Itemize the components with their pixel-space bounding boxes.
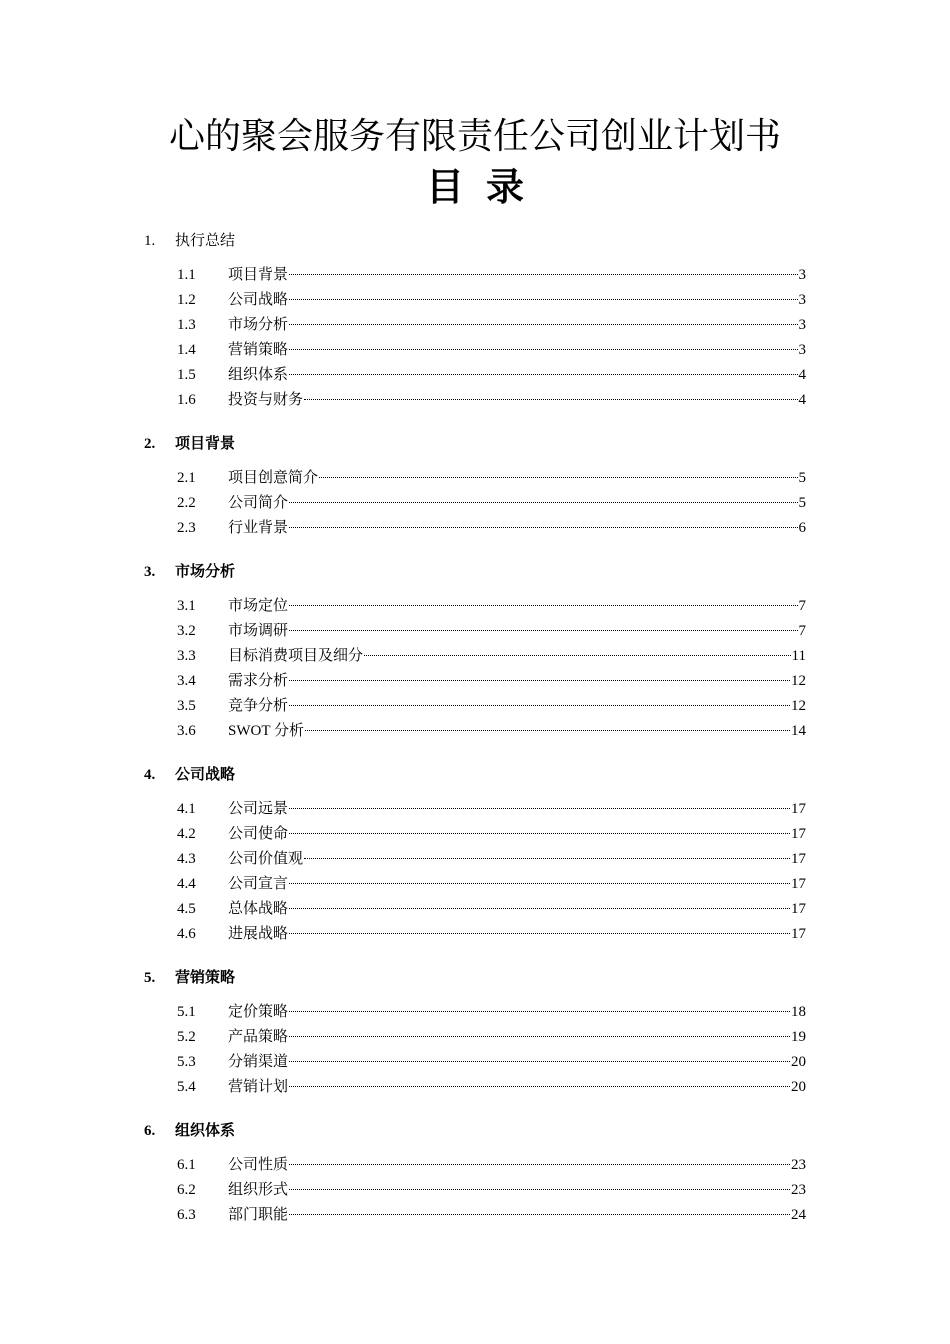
entry-number: 3.1 — [177, 598, 196, 614]
toc-entry[interactable] — [0, 516, 950, 541]
toc-section — [0, 966, 950, 1100]
toc-section-heading[interactable] — [0, 966, 950, 990]
section-number: 1. — [144, 233, 156, 249]
entry-number: 2.1 — [177, 470, 196, 486]
dot-leader — [304, 857, 790, 859]
entry-leader-line — [228, 1075, 806, 1100]
entry-number: 1.3 — [177, 317, 196, 333]
entry-leader-line — [228, 491, 806, 516]
table-of-contents — [0, 229, 950, 1228]
entry-page-number: 4 — [798, 367, 806, 383]
entry-leader-line — [228, 263, 806, 288]
dot-leader — [289, 298, 797, 300]
toc-section-heading[interactable] — [0, 1119, 950, 1143]
toc-entry[interactable] — [0, 1050, 950, 1075]
entry-title: 公司简介 — [228, 495, 289, 511]
toc-entry[interactable] — [0, 1075, 950, 1100]
entry-title: 公司远景 — [228, 801, 289, 817]
toc-section — [0, 432, 950, 541]
entry-leader-line — [228, 288, 806, 313]
entry-page-number: 23 — [791, 1157, 806, 1173]
dot-leader — [289, 348, 797, 350]
entry-number: 3.6 — [177, 723, 196, 739]
toc-entry[interactable] — [0, 1000, 950, 1025]
entry-number: 6.1 — [177, 1157, 196, 1173]
section-number: 3. — [144, 564, 156, 580]
entry-leader-line — [228, 669, 806, 694]
toc-entry[interactable] — [0, 719, 950, 744]
entry-page-number: 5 — [798, 470, 806, 486]
toc-entry[interactable] — [0, 313, 950, 338]
entry-leader-line — [228, 694, 806, 719]
entry-leader-line — [228, 338, 806, 363]
entry-page-number: 3 — [798, 342, 806, 358]
entry-leader-line — [228, 466, 806, 491]
entry-title: 产品策略 — [228, 1029, 289, 1045]
entry-number: 4.5 — [177, 901, 196, 917]
entry-page-number: 12 — [791, 698, 806, 714]
entry-title: 定价策略 — [228, 1004, 289, 1020]
toc-entry[interactable] — [0, 1178, 950, 1203]
section-title: 执行总结 — [175, 233, 236, 249]
section-number: 5. — [144, 970, 156, 986]
entry-title: 总体战略 — [228, 901, 289, 917]
section-number: 4. — [144, 767, 156, 783]
entry-number: 2.2 — [177, 495, 196, 511]
entry-leader-line — [228, 847, 806, 872]
entry-leader-line — [228, 1203, 806, 1228]
section-title: 营销策略 — [175, 970, 236, 986]
toc-section — [0, 1119, 950, 1228]
toc-entry[interactable] — [0, 922, 950, 947]
toc-section — [0, 229, 950, 413]
entry-page-number: 17 — [791, 876, 806, 892]
entry-page-number: 4 — [798, 392, 806, 408]
toc-section-heading[interactable] — [0, 432, 950, 456]
entry-title: 营销计划 — [228, 1079, 289, 1095]
dot-leader — [289, 1010, 790, 1012]
entry-page-number: 20 — [791, 1054, 806, 1070]
toc-entry[interactable] — [0, 263, 950, 288]
toc-section — [0, 763, 950, 947]
toc-entry[interactable] — [0, 594, 950, 619]
dot-leader — [364, 654, 791, 656]
entry-title: 项目创意简介 — [228, 470, 319, 486]
entry-number: 3.4 — [177, 673, 196, 689]
entry-title: 进展战略 — [228, 926, 289, 942]
entry-title: 市场分析 — [228, 317, 289, 333]
toc-entry[interactable] — [0, 822, 950, 847]
dot-leader — [289, 604, 797, 606]
entry-number: 4.4 — [177, 876, 196, 892]
entry-page-number: 17 — [791, 926, 806, 942]
dot-leader — [289, 1035, 790, 1037]
document-title: 心的聚会服务有限责任公司创业计划书 — [168, 116, 781, 156]
entry-leader-line — [228, 594, 806, 619]
entry-number: 4.2 — [177, 826, 196, 842]
entry-page-number: 7 — [798, 598, 806, 614]
entry-leader-line — [228, 516, 806, 541]
dot-leader — [289, 907, 790, 909]
entry-title: 公司宣言 — [228, 876, 289, 892]
entry-page-number: 12 — [791, 673, 806, 689]
section-number: 6. — [144, 1123, 156, 1139]
entry-leader-line — [228, 363, 806, 388]
entry-number: 3.3 — [177, 648, 196, 664]
entry-leader-line — [228, 1178, 806, 1203]
section-title: 项目背景 — [175, 436, 236, 452]
toc-heading: 目录 — [425, 167, 546, 209]
entry-page-number: 23 — [791, 1182, 806, 1198]
entry-leader-line — [228, 619, 806, 644]
entry-title: 公司性质 — [228, 1157, 289, 1173]
dot-leader — [289, 1213, 790, 1215]
entry-title: 部门职能 — [228, 1207, 289, 1223]
toc-entry[interactable] — [0, 872, 950, 897]
toc-entry[interactable] — [0, 288, 950, 313]
entry-page-number: 24 — [791, 1207, 806, 1223]
toc-entry[interactable] — [0, 388, 950, 413]
toc-entry[interactable] — [0, 491, 950, 516]
entry-title: 分销渠道 — [228, 1054, 289, 1070]
toc-entry[interactable] — [0, 897, 950, 922]
dot-leader — [289, 501, 797, 503]
toc-entry[interactable] — [0, 466, 950, 491]
entry-title: 目标消费项目及细分 — [228, 648, 364, 664]
dot-leader — [304, 398, 797, 400]
entry-page-number: 3 — [798, 267, 806, 283]
toc-section-heading[interactable] — [0, 229, 950, 253]
entry-page-number: 11 — [791, 648, 806, 664]
entry-page-number: 17 — [791, 901, 806, 917]
entry-number: 5.1 — [177, 1004, 196, 1020]
entry-number: 6.2 — [177, 1182, 196, 1198]
toc-entry[interactable] — [0, 1203, 950, 1228]
entry-page-number: 19 — [791, 1029, 806, 1045]
entry-leader-line — [228, 822, 806, 847]
toc-entry[interactable] — [0, 1025, 950, 1050]
toc-entry[interactable] — [0, 669, 950, 694]
toc-entry[interactable] — [0, 694, 950, 719]
entry-page-number: 6 — [798, 520, 806, 536]
entry-page-number: 7 — [798, 623, 806, 639]
section-title: 组织体系 — [175, 1123, 236, 1139]
entry-title: 组织体系 — [228, 367, 289, 383]
entry-leader-line — [228, 644, 806, 669]
entry-page-number: 17 — [791, 826, 806, 842]
entry-number: 4.3 — [177, 851, 196, 867]
entry-page-number: 3 — [798, 317, 806, 333]
entry-number: 3.5 — [177, 698, 196, 714]
entry-title: 投资与财务 — [228, 392, 304, 408]
entry-leader-line — [228, 872, 806, 897]
entry-title: 公司战略 — [228, 292, 289, 308]
entry-leader-line — [228, 388, 806, 413]
entry-title: 需求分析 — [228, 673, 289, 689]
entry-leader-line — [228, 1153, 806, 1178]
toc-section — [0, 560, 950, 744]
entry-title: 市场定位 — [228, 598, 289, 614]
entry-number: 2.3 — [177, 520, 196, 536]
toc-entry[interactable] — [0, 619, 950, 644]
entry-title: 组织形式 — [228, 1182, 289, 1198]
dot-leader — [289, 526, 797, 528]
toc-entry[interactable] — [0, 644, 950, 669]
dot-leader — [289, 1163, 790, 1165]
dot-leader — [305, 729, 790, 731]
toc-section-heading[interactable] — [0, 560, 950, 584]
entry-title: 项目背景 — [228, 267, 289, 283]
toc-entry[interactable] — [0, 363, 950, 388]
entry-leader-line — [228, 1025, 806, 1050]
entry-title: 市场调研 — [228, 623, 289, 639]
dot-leader — [289, 832, 790, 834]
entry-title: 营销策略 — [228, 342, 289, 358]
entry-page-number: 5 — [798, 495, 806, 511]
dot-leader — [289, 1085, 790, 1087]
entry-leader-line — [228, 313, 806, 338]
entry-page-number: 17 — [791, 801, 806, 817]
toc-entry[interactable] — [0, 338, 950, 363]
toc-entry[interactable] — [0, 1153, 950, 1178]
dot-leader — [289, 273, 797, 275]
entry-title: 竞争分析 — [228, 698, 289, 714]
entry-number: 5.3 — [177, 1054, 196, 1070]
entry-page-number: 14 — [791, 723, 806, 739]
entry-leader-line — [228, 797, 806, 822]
dot-leader — [319, 476, 797, 478]
entry-title: 公司价值观 — [228, 851, 304, 867]
dot-leader — [289, 629, 797, 631]
entry-number: 6.3 — [177, 1207, 196, 1223]
dot-leader — [289, 932, 790, 934]
section-title: 公司战略 — [175, 767, 236, 783]
dot-leader — [289, 1188, 790, 1190]
entry-leader-line — [228, 922, 806, 947]
dot-leader — [289, 679, 790, 681]
entry-title: 行业背景 — [228, 520, 289, 536]
section-title: 市场分析 — [175, 564, 236, 580]
entry-leader-line — [228, 897, 806, 922]
entry-number: 1.5 — [177, 367, 196, 383]
dot-leader — [289, 1060, 790, 1062]
section-number: 2. — [144, 436, 156, 452]
entry-page-number: 17 — [791, 851, 806, 867]
entry-page-number: 3 — [798, 292, 806, 308]
entry-number: 4.6 — [177, 926, 196, 942]
entry-page-number: 18 — [791, 1004, 806, 1020]
entry-number: 5.4 — [177, 1079, 196, 1095]
entry-number: 4.1 — [177, 801, 196, 817]
entry-title: 公司使命 — [228, 826, 289, 842]
entry-leader-line — [228, 719, 806, 744]
entry-number: 1.1 — [177, 267, 196, 283]
entry-number: 1.2 — [177, 292, 196, 308]
entry-page-number: 20 — [791, 1079, 806, 1095]
dot-leader — [289, 807, 790, 809]
toc-entry[interactable] — [0, 847, 950, 872]
toc-entry[interactable] — [0, 797, 950, 822]
entry-number: 1.6 — [177, 392, 196, 408]
entry-number: 1.4 — [177, 342, 196, 358]
entry-number: 5.2 — [177, 1029, 196, 1045]
dot-leader — [289, 323, 797, 325]
entry-leader-line — [228, 1000, 806, 1025]
entry-number: 3.2 — [177, 623, 196, 639]
dot-leader — [289, 373, 797, 375]
toc-section-heading[interactable] — [0, 763, 950, 787]
entry-title: SWOT 分析 — [228, 723, 304, 739]
dot-leader — [289, 704, 790, 706]
entry-leader-line — [228, 1050, 806, 1075]
dot-leader — [289, 882, 790, 884]
